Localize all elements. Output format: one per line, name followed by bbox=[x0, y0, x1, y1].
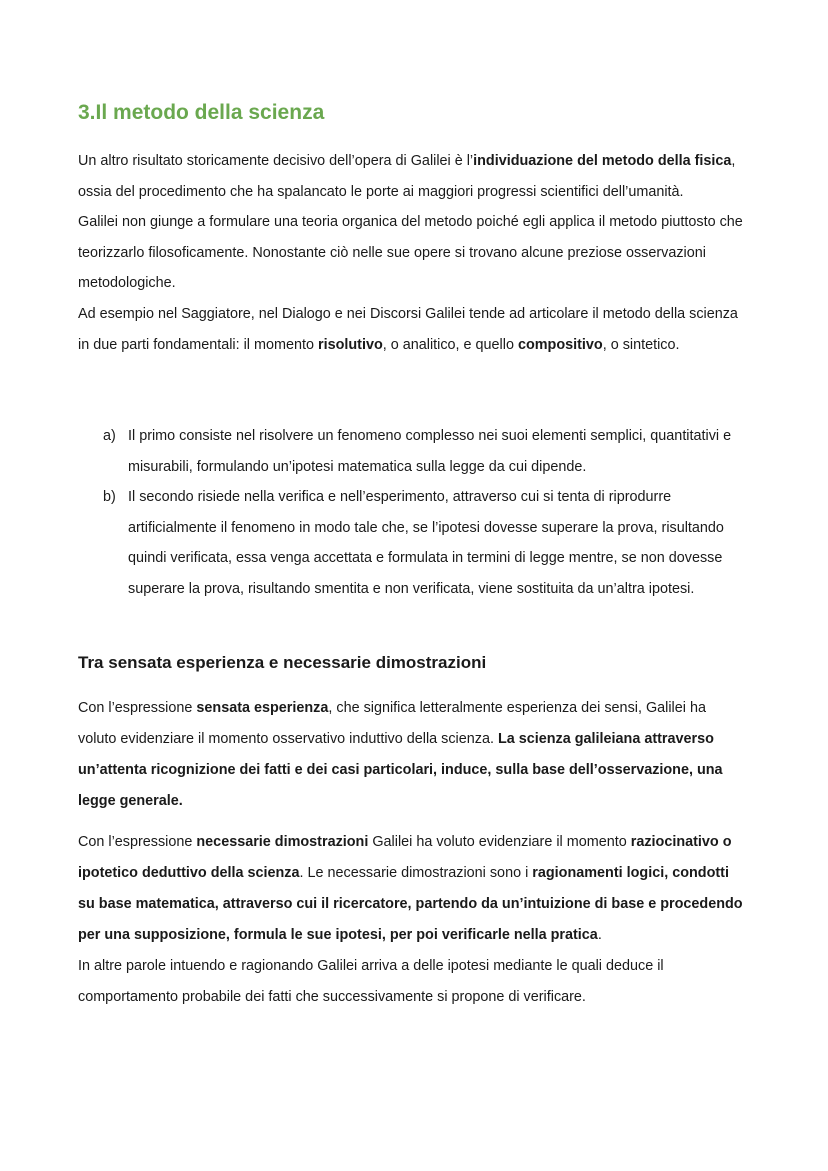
intro-block bbox=[78, 146, 748, 360]
subheading: Tra sensata esperienza e necessarie dimostrazioni bbox=[78, 653, 487, 672]
text-run: Con l’espressione bbox=[78, 834, 197, 850]
text-run: . Le necessarie dimostrazioni sono i bbox=[299, 865, 533, 881]
list-item bbox=[78, 482, 748, 604]
method-steps-list bbox=[78, 421, 748, 605]
bold-run: individuazione del metodo della fisica bbox=[473, 153, 732, 169]
bold-run: ragionamenti logici, condotti su base matematica, attraverso cui il ricercatore, partendo da un’intuizione di base e procedendo per una supposizione, formula le sue ipotesi, per poi verificarle nella pratica bbox=[78, 865, 743, 943]
intro-paragraph-2: Galilei non giunge a formulare una teoria organica del metodo poiché egli applica il metodo piuttosto che teorizzarlo filosoficamente. Nonostante ciò nelle sue opere si trovano alcune preziose osservazioni metodologiche. bbox=[78, 214, 743, 292]
text-run: , ossia del procedimento che ha spalancato le porte ai maggiori progressi scientifici dell’umanità. bbox=[78, 153, 736, 200]
list-marker: a) bbox=[103, 428, 116, 444]
text-run: , che significa letteralmente esperienza dei sensi, Galilei ha voluto evidenziare il momento osservativo induttivo della scienza. bbox=[78, 700, 706, 747]
paragraph-line bbox=[78, 827, 748, 951]
text-run: Galilei ha voluto evidenziare il momento bbox=[368, 834, 631, 850]
text-run: Un altro risultato storicamente decisivo dell’opera di Galilei è l’ bbox=[78, 153, 474, 169]
bold-run: necessarie dimostrazioni bbox=[196, 834, 369, 850]
bold-run: raziocinativo o ipotetico deduttivo della scienza bbox=[78, 834, 732, 881]
intro-paragraph-3 bbox=[78, 299, 748, 360]
bold-run: sensata esperienza bbox=[196, 700, 329, 716]
bold-run: risolutivo bbox=[317, 336, 383, 353]
text-run: Ad esempio nel Saggiatore, nel Dialogo e nei Discorsi Galilei tende ad articolare il metodo della scienza in due parti fondamentali: il momento bbox=[78, 305, 738, 353]
bold-run: compositivo bbox=[517, 336, 603, 353]
section-title: 3.Il metodo della scienza bbox=[78, 101, 325, 124]
paragraph-sensata-esperienza bbox=[78, 693, 748, 817]
bold-run: La scienza galileiana attraverso un’attenta ricognizione dei fatti e dei casi particolari, induce, sulla base dell’osservazione, una legge generale. bbox=[78, 731, 723, 809]
text-run: , o analitico, e quello bbox=[382, 336, 518, 353]
list-marker: b) bbox=[103, 489, 116, 506]
list-item-text: Il secondo risiede nella verifica e nell’esperimento, attraverso cui si tenta di riprodurre artificialmente il fenomeno in modo tale che, se l’ipotesi dovesse superare la prova, risultando quindi verificata, essa venga accettata e formulata in termini di legge mentre, se non dovesse superare la prova, risultando smentita e non verificata, viene sostituita da un’altra ipotesi. bbox=[128, 489, 724, 597]
text-run: . bbox=[597, 927, 602, 943]
paragraph-line: In altre parole intuendo e ragionando Galilei arriva a delle ipotesi mediante le quali deduce il comportamento probabile dei fatti che successivamente si propone di verificare. bbox=[78, 958, 664, 1005]
list-item bbox=[78, 421, 748, 482]
text-run: Con l’espressione bbox=[78, 700, 197, 716]
text-run: , o sintetico. bbox=[602, 336, 680, 353]
paragraph-necessarie-dimostrazioni bbox=[78, 827, 748, 1013]
list-item-text: Il primo consiste nel risolvere un fenomeno complesso nei suoi elementi semplici, quantitativi e misurabili, formulando un’ipotesi matematica sulla legge da cui dipende. bbox=[128, 428, 732, 475]
intro-paragraph-1 bbox=[78, 146, 748, 207]
